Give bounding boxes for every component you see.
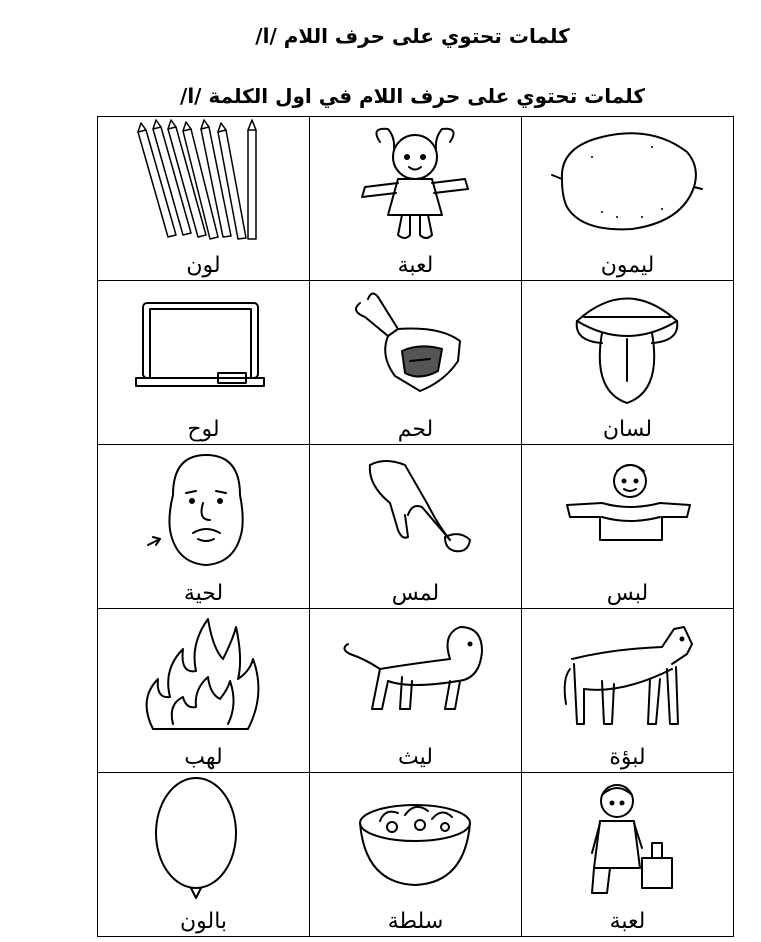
word-picture-grid (97, 116, 734, 937)
word-label: لعبة (609, 909, 646, 934)
word-label: ليمون (600, 253, 655, 278)
page-title: كلمات تحتوي على حرف اللام /l/ (255, 24, 570, 48)
word-label: لهب (184, 745, 223, 770)
balloon-icon (98, 773, 309, 907)
grid-row (98, 117, 734, 281)
boy-dressing-icon (522, 445, 733, 579)
word-card (310, 117, 522, 281)
word-card (522, 609, 734, 773)
bearded-face-icon (98, 445, 309, 579)
word-label: لبؤة (609, 745, 646, 770)
word-card (310, 281, 522, 445)
blackboard-icon (98, 281, 309, 415)
meat-leg-icon (310, 281, 521, 415)
word-card (98, 117, 310, 281)
word-card (98, 609, 310, 773)
word-label: بالون (179, 909, 228, 934)
word-card (310, 609, 522, 773)
grid-row (98, 773, 734, 937)
word-card (522, 281, 734, 445)
word-label: سلطة (387, 909, 444, 934)
lion-icon (310, 609, 521, 743)
word-label: لعبة (397, 253, 434, 278)
lioness-icon (522, 609, 733, 743)
word-label: لوح (187, 417, 220, 442)
touching-hand-icon (310, 445, 521, 579)
word-label: لسان (602, 417, 653, 442)
doll-icon (310, 117, 521, 251)
grid-row (98, 281, 734, 445)
tongue-icon (522, 281, 733, 415)
page-subtitle: كلمات تحتوي على حرف اللام في اول الكلمة /l/ (180, 84, 645, 108)
word-label: ليث (398, 745, 433, 770)
word-label: لون (186, 253, 221, 278)
word-label: لحية (183, 581, 224, 606)
child-with-toy-icon (522, 773, 733, 907)
grid-row (98, 445, 734, 609)
grid-row (98, 609, 734, 773)
lemon-icon (522, 117, 733, 251)
word-card (522, 117, 734, 281)
flame-icon (98, 609, 309, 743)
colored-pencils-icon (98, 117, 309, 251)
word-card (98, 773, 310, 937)
word-label: لمس (391, 581, 440, 606)
word-card (310, 773, 522, 937)
word-label: لبس (606, 581, 649, 606)
word-card (522, 445, 734, 609)
word-label: لحم (397, 417, 434, 442)
word-card (522, 773, 734, 937)
word-card (98, 445, 310, 609)
word-card (98, 281, 310, 445)
word-card (310, 445, 522, 609)
salad-bowl-icon (310, 773, 521, 907)
